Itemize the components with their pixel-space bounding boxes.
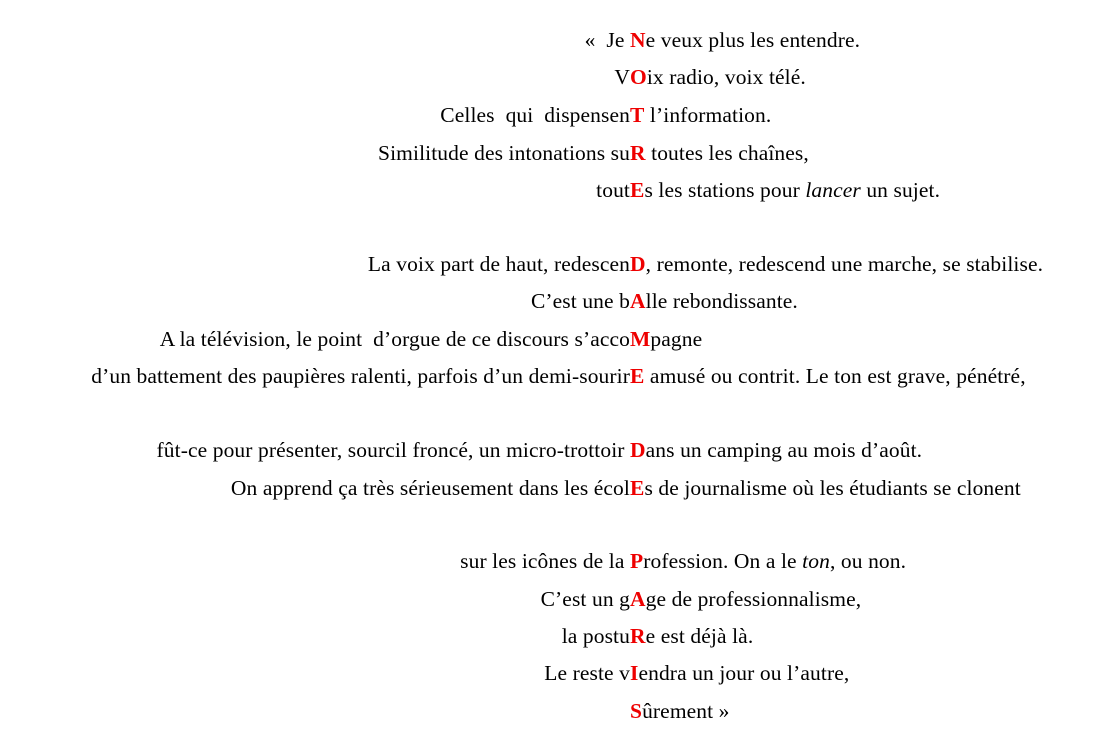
- line-text-before-anchor: C’est un g: [540, 586, 630, 611]
- line-text-after-anchor: [650, 326, 703, 351]
- acrostic-letter: E: [630, 475, 645, 500]
- acrostic-letter: E: [630, 363, 645, 388]
- line-text-after-anchor: [645, 140, 809, 165]
- acrostic-letter: A: [630, 288, 646, 313]
- line-text-before-anchor: Celles qui dispensen: [440, 102, 630, 127]
- acrostic-letter: N: [630, 27, 646, 52]
- line-text-before-anchor: C’est une b: [530, 288, 630, 313]
- line-text-after-plain: ix radio, voix télé.: [646, 64, 806, 89]
- line-text-after-anchor: [644, 363, 1026, 388]
- line-text-after-anchor: [644, 177, 941, 202]
- line-text-after-plain: e veux plus les entendre.: [645, 27, 861, 52]
- acrostic-letter: R: [630, 140, 646, 165]
- line-text-after-plain: pagne: [650, 326, 703, 351]
- line-text-after-plain: , remonte, redescend une marche, se stabilise.: [645, 251, 1044, 276]
- acrostic-letter: D: [630, 437, 646, 462]
- line-text-before-anchor: tout: [596, 177, 630, 202]
- acrostic-letter: A: [630, 586, 646, 611]
- line-text-after-plain: l’information.: [644, 102, 772, 127]
- line-text-before-anchor: La voix part de haut, redescen: [367, 251, 630, 276]
- line-text-emphasis: lancer: [805, 177, 861, 202]
- line-text-after-anchor: [646, 64, 806, 89]
- acrostic-letter: D: [630, 251, 646, 276]
- line-text-after-anchor: [643, 548, 907, 573]
- line-text-after-plain: s les stations pour: [644, 177, 806, 202]
- line-text-after-plain: endra un jour ou l’autre,: [638, 660, 850, 685]
- line-text-after-anchor: [644, 475, 1021, 500]
- line-text-after-plain: rofession. On a le: [643, 548, 803, 573]
- line-text-after-anchor: [638, 660, 850, 685]
- line-text-before-anchor: d’un battement des paupières ralenti, parfois d’un demi-sourir: [91, 363, 630, 388]
- line-text-after-plain: lle rebondissante.: [645, 288, 798, 313]
- line-text-after-plain: s de journalisme où les étudiants se clonent: [644, 475, 1021, 500]
- line-text-after-anchor: [645, 288, 798, 313]
- line-text-after-plain: toutes les chaînes,: [645, 140, 809, 165]
- acrostic-letter: S: [630, 698, 643, 723]
- line-text-after-anchor: [645, 27, 861, 52]
- line-text-after-plain: ge de professionnalisme,: [645, 586, 862, 611]
- acrostic-letter: E: [630, 177, 645, 202]
- line-text-before-anchor: V: [614, 64, 630, 89]
- line-text-after-anchor: [642, 698, 730, 723]
- line-text-before-anchor: la postu: [561, 623, 630, 648]
- line-text-before-anchor: fût-ce pour présenter, sourcil froncé, un micro-trottoir: [156, 437, 630, 462]
- line-text-after-plain: amusé ou contrit. Le ton est grave, pénétré,: [644, 363, 1026, 388]
- line-text-after-plain: ans un camping au mois d’août.: [645, 437, 923, 462]
- line-text-after-tail: un sujet.: [860, 177, 941, 202]
- line-text-after-anchor: [645, 623, 754, 648]
- acrostic-letter: R: [630, 623, 646, 648]
- line-text-before-anchor: A la télévision, le point d’orgue de ce discours s’acco: [159, 326, 630, 351]
- line-text-before-anchor: Le reste v: [544, 660, 630, 685]
- line-text-emphasis: ton: [802, 548, 830, 573]
- line-text-before-anchor: Similitude des intonations su: [378, 140, 630, 165]
- acrostic-letter: O: [630, 64, 647, 89]
- acrostic-letter: T: [630, 102, 645, 127]
- line-text-after-anchor: [644, 102, 772, 127]
- line-text-after-anchor: [645, 251, 1044, 276]
- line-text-after-anchor: [645, 586, 862, 611]
- line-text-after-tail: , ou non.: [829, 548, 907, 573]
- line-text-after-plain: ûrement »: [642, 698, 730, 723]
- line-text-before-anchor: « Je: [584, 27, 630, 52]
- line-text-before-anchor: On apprend ça très sérieusement dans les écol: [230, 475, 630, 500]
- acrostic-letter: I: [630, 660, 639, 685]
- line-text-after-anchor: [645, 437, 923, 462]
- line-text-before-anchor: sur les icônes de la: [460, 548, 630, 573]
- acrostic-letter: M: [630, 326, 651, 351]
- line-text-after-plain: e est déjà là.: [645, 623, 754, 648]
- acrostic-letter: P: [630, 548, 644, 573]
